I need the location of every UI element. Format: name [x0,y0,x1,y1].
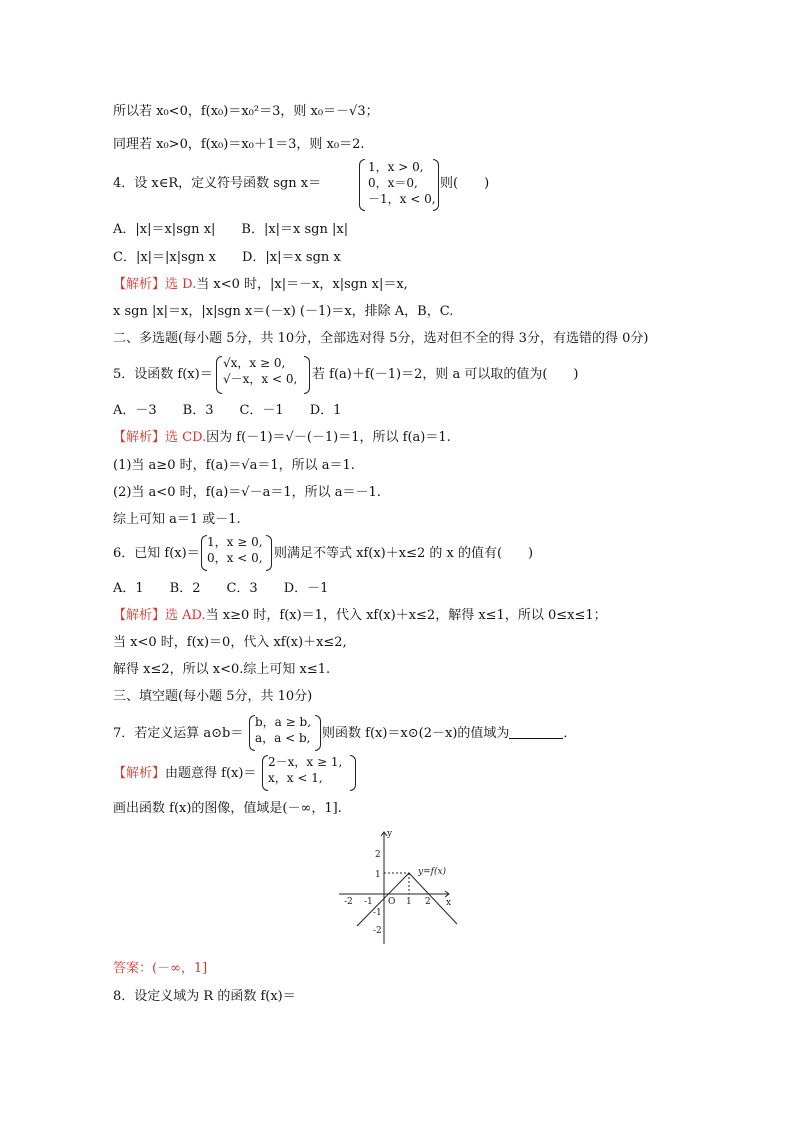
q4-right-brace [433,159,439,211]
q7-solution-right-brace [350,755,356,791]
q7-solution-text-1: 由题意得 f(x)＝ [165,766,257,781]
q7-tail-text: 则函数 f(x)＝x⊙(2－x)的值域为 [322,726,510,741]
q6-cases [207,536,263,564]
q7-end: ． [563,726,577,741]
y-axis-label: y [387,829,393,839]
q7-solution-case-2: x，x < 1, [268,771,323,785]
section-2-heading: 二、多选题(每小题 5分，共 10分，全部选对得 5分，选对但不全的得 3分，有选错的得 0分) [113,331,649,346]
q4-stem: 4．设 x∈R，定义符号函数 sgn x＝ [113,176,322,191]
q5-solution-2: (1)当 a≥0 时，f(a)＝√a＝1，所以 a＝1. [113,458,355,473]
q5-options: A．－3 B．3 C．－1 D．1 [113,403,342,418]
q5-solution-text-1: 因为 f(－1)＝√－(－1)＝1，所以 f(a)＝1. [206,430,451,445]
q4-solution-1 [113,277,408,293]
q5-case-1: √x，x ≥ 0, [223,356,286,370]
q4-solution-text-1: 当 x<0 时，|x|＝－x，x|sgn x|＝x, [196,277,408,292]
q4-cases [368,161,436,205]
y-tick-2: 2 [375,850,381,860]
q6-solution-tag: 【解析】选 AD. [113,608,206,623]
q7-case-2: a，a < b, [255,731,311,745]
q6-solution-3: 解得 x≤2，所以 x<0.综上可知 x≤1. [113,662,331,677]
y-tick-neg2: -2 [373,926,382,936]
y-tick-1: 1 [375,870,381,880]
curve-label: y=f(x) [418,867,447,877]
q5-cases [223,357,297,385]
q7-solution-case-1: 2－x，x ≥ 1, [268,755,343,769]
q4-left-brace [359,159,365,211]
question-7-stem: 7．若定义运算 a⊙b＝ [113,726,244,741]
x-tick-2: 2 [425,897,431,907]
x-axis-label: x [446,898,452,908]
q7-solution-2: 画出函数 f(x)的图像，值域是(－∞，1]. [113,801,342,816]
q6-case-2: 0，x < 0, [207,551,263,565]
q6-right-brace [266,535,272,571]
q5-solution-3: (2)当 a<0 时，f(a)＝√－a＝1，所以 a＝－1. [113,485,381,500]
q7-case-1: b，a ≥ b, [255,715,312,729]
q6-case-1: 1，x ≥ 0, [207,535,263,549]
q5-tail: 若 f(a)＋f(－1)＝2，则 a 可以取的值为( ) [312,367,579,382]
x-tick-neg2: -2 [344,897,353,907]
y-tick-neg1: -1 [373,908,382,918]
x-tick-neg1: -1 [364,897,373,907]
q6-solution-text-1: 当 x≥0 时，f(x)＝1，代入 xf(x)＋x≤2，解得 x≤1，所以 0≤x≤1； [205,608,607,623]
q4-case-1: 1，x > 0, [368,160,424,174]
q7-solution-cases [268,756,342,784]
section-3-heading: 三、填空题(每小题 5分，共 10分) [113,689,313,704]
q5-solution-1 [113,430,451,446]
q4-case-3: －1，x < 0, [368,192,436,206]
text-line-2: 同理若 x₀>0，f(x₀)＝x₀＋1＝3，则 x₀＝2. [113,137,365,152]
q4-case-2: 0，x＝0, [368,176,418,190]
question-8-stem: 8．设定义域为 R 的函数 f(x)＝ [113,989,296,1004]
q4-solution-tag: 【解析】选 D. [113,277,197,292]
q6-solution-2: 当 x<0 时，f(x)＝0，代入 xf(x)＋x≤2, [113,635,347,650]
q7-solution-tag: 【解析】 [113,766,166,781]
q6-tail: 则满足不等式 xf(x)＋x≤2 的 x 的值有( ) [274,546,534,561]
q6-solution-1 [113,608,607,624]
origin-label: O [388,897,396,907]
q7-cases [255,716,311,744]
q5-solution-4: 综上可知 a＝1 或－1. [113,512,241,527]
q7-tail [322,726,576,742]
text-line-1: 所以若 x₀<0，f(x₀)＝x₀²＝3，则 x₀＝－√3； [113,104,379,119]
q4-solution-2: x sgn |x|＝x，|x|sgn x＝(－x) (－1)＝x，排除 A，B，C. [113,304,454,319]
answer-line: 答案：(－∞，1] [113,961,208,976]
q7-right-brace [315,715,321,751]
question-4 [113,176,321,192]
question-6-stem: 6．已知 f(x)＝ [113,546,200,561]
q5-left-brace [216,356,222,394]
q4-options-ab: A．|x|＝x|sgn x| B．|x|＝x sgn |x| [113,222,349,237]
x-tick-1: 1 [406,897,412,907]
q4-options-cd: C．|x|＝|x|sgn x D．|x|＝x sgn x [113,250,341,265]
question-5-stem: 5．设函数 f(x)＝ [113,367,213,382]
q6-options: A．1 B．2 C．3 D．－1 [113,581,329,596]
q5-case-2: √－x，x < 0, [223,372,298,386]
q5-right-brace [304,356,310,394]
q4-tail: 则( ) [440,176,490,191]
q7-solution-1 [113,766,256,782]
q7-answer-blank [509,726,563,739]
q5-solution-tag: 【解析】选 CD. [113,430,207,445]
function-graph [335,828,465,948]
